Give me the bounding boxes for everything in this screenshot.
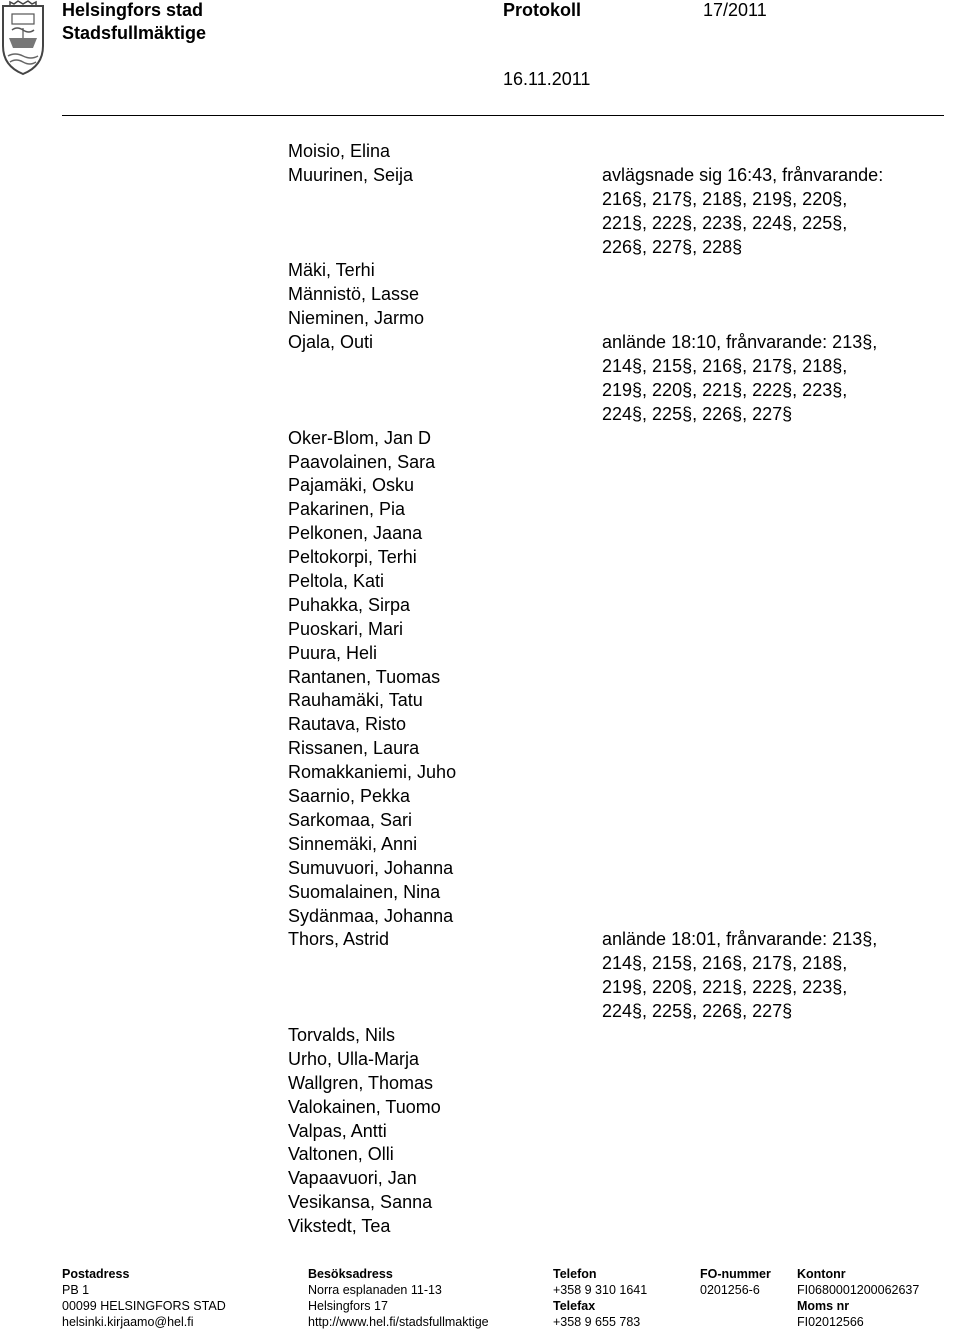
footer-website: http://www.hel.fi/stadsfullmaktige	[308, 1315, 489, 1329]
blank-row	[288, 976, 456, 1000]
member-name: Urho, Ulla-Marja	[288, 1048, 420, 1069]
member-name: Suomalainen, Nina	[288, 881, 441, 902]
footer-postal-line: PB 1	[62, 1283, 90, 1297]
blank-row	[288, 212, 456, 236]
member-name: Männistö, Lasse	[288, 284, 420, 305]
member-name: Wallgren, Thomas	[288, 1072, 434, 1093]
member-name: Oker-Blom, Jan D	[288, 427, 432, 448]
member-name: Sydänmaa, Johanna	[288, 905, 454, 926]
note-muurinen	[602, 164, 883, 260]
member-name: Saarnio, Pekka	[288, 786, 411, 807]
footer-fax-heading: Telefax	[553, 1299, 596, 1313]
member-name: Romakkaniemi, Juho	[288, 762, 457, 783]
note-line: 219§, 220§, 221§, 222§, 223§,	[602, 976, 848, 997]
member-name: Muurinen, Seija	[288, 164, 414, 185]
footer-fo-value: 0201256-6	[700, 1283, 760, 1297]
note-line: 226§, 227§, 228§	[602, 236, 743, 257]
blank-row	[288, 403, 456, 427]
note-line: 216§, 217§, 218§, 219§, 220§,	[602, 188, 848, 209]
blank-row	[288, 236, 456, 260]
note-line: avlägsnade sig 16:43, frånvarande:	[602, 165, 884, 185]
blank-row	[288, 355, 456, 379]
footer-vat-heading: Moms nr	[797, 1299, 850, 1313]
member-name: Rautava, Risto	[288, 714, 407, 735]
attendance-name-list	[288, 140, 456, 1239]
note-thors	[602, 928, 877, 1024]
header-divider	[62, 115, 944, 116]
footer-phone-value: +358 9 310 1641	[553, 1283, 648, 1297]
note-line: 219§, 220§, 221§, 222§, 223§,	[602, 379, 848, 400]
council-name: Stadsfullmäktige	[62, 23, 207, 43]
footer-email: helsinki.kirjaamo@hel.fi	[62, 1315, 194, 1329]
city-name: Helsingfors stad	[62, 0, 204, 20]
footer-phone-heading: Telefon	[553, 1267, 597, 1281]
footer-fax-value: +358 9 655 783	[553, 1315, 641, 1329]
member-name: Sumuvuori, Johanna	[288, 857, 454, 878]
blank-row	[288, 952, 456, 976]
member-name: Puhakka, Sirpa	[288, 594, 411, 615]
note-line: 214§, 215§, 216§, 217§, 218§,	[602, 952, 848, 973]
blank-row	[288, 188, 456, 212]
meeting-date: 16.11.2011	[503, 69, 591, 89]
member-name: Vapaavuori, Jan	[288, 1168, 417, 1189]
member-name: Puura, Heli	[288, 642, 378, 663]
note-line: anlände 18:10, frånvarande: 213§,	[602, 332, 878, 352]
member-name: Valokainen, Tuomo	[288, 1096, 441, 1117]
member-name: Puoskari, Mari	[288, 618, 404, 639]
member-name: Sarkomaa, Sari	[288, 809, 413, 830]
member-name: Paavolainen, Sara	[288, 451, 436, 472]
member-name: Pakarinen, Pia	[288, 499, 406, 520]
member-name: Torvalds, Nils	[288, 1024, 396, 1045]
footer-vat-value: FI02012566	[797, 1315, 864, 1329]
member-name: Valpas, Antti	[288, 1120, 387, 1141]
note-line: 214§, 215§, 216§, 217§, 218§,	[602, 355, 848, 376]
note-line: 224§, 225§, 226§, 227§	[602, 1000, 793, 1021]
member-name: Rissanen, Laura	[288, 738, 420, 759]
document-type: Protokoll	[503, 0, 582, 20]
footer-account-value: FI0680001200062637	[797, 1283, 920, 1297]
footer-visit-line: Helsingfors 17	[308, 1299, 388, 1313]
member-name: Rantanen, Tuomas	[288, 666, 441, 687]
blank-row	[288, 1000, 456, 1024]
footer-fo-heading: FO-nummer	[700, 1267, 771, 1281]
member-name: Peltokorpi, Terhi	[288, 547, 417, 568]
member-name: Nieminen, Jarmo	[288, 308, 425, 329]
footer-account-heading: Kontonr	[797, 1267, 846, 1281]
helsinki-crest-logo	[0, 0, 46, 76]
member-name: Pelkonen, Jaana	[288, 523, 423, 544]
member-name: Pajamäki, Osku	[288, 475, 415, 496]
note-line: 221§, 222§, 223§, 224§, 225§,	[602, 212, 848, 233]
protocol-number: 17/2011	[703, 0, 767, 20]
member-name: Vikstedt, Tea	[288, 1216, 391, 1237]
member-name: Valtonen, Olli	[288, 1144, 394, 1165]
member-name: Thors, Astrid	[288, 929, 390, 950]
member-name: Sinnemäki, Anni	[288, 833, 418, 854]
member-name: Mäki, Terhi	[288, 260, 375, 281]
footer-postal-line: 00099 HELSINGFORS STAD	[62, 1299, 226, 1313]
member-name: Peltola, Kati	[288, 571, 385, 592]
footer-visit-line: Norra esplanaden 11-13	[308, 1283, 442, 1297]
member-name: Moisio, Elina	[288, 141, 391, 161]
footer-postal-heading: Postadress	[62, 1267, 130, 1281]
note-ojala	[602, 331, 877, 427]
member-name: Rauhamäki, Tatu	[288, 690, 423, 711]
note-line: anlände 18:01, frånvarande: 213§,	[602, 929, 878, 949]
blank-row	[288, 379, 456, 403]
footer-visit-heading: Besöksadress	[308, 1267, 393, 1281]
member-name: Ojala, Outi	[288, 332, 374, 353]
note-line: 224§, 225§, 226§, 227§	[602, 403, 793, 424]
member-name: Vesikansa, Sanna	[288, 1192, 433, 1213]
